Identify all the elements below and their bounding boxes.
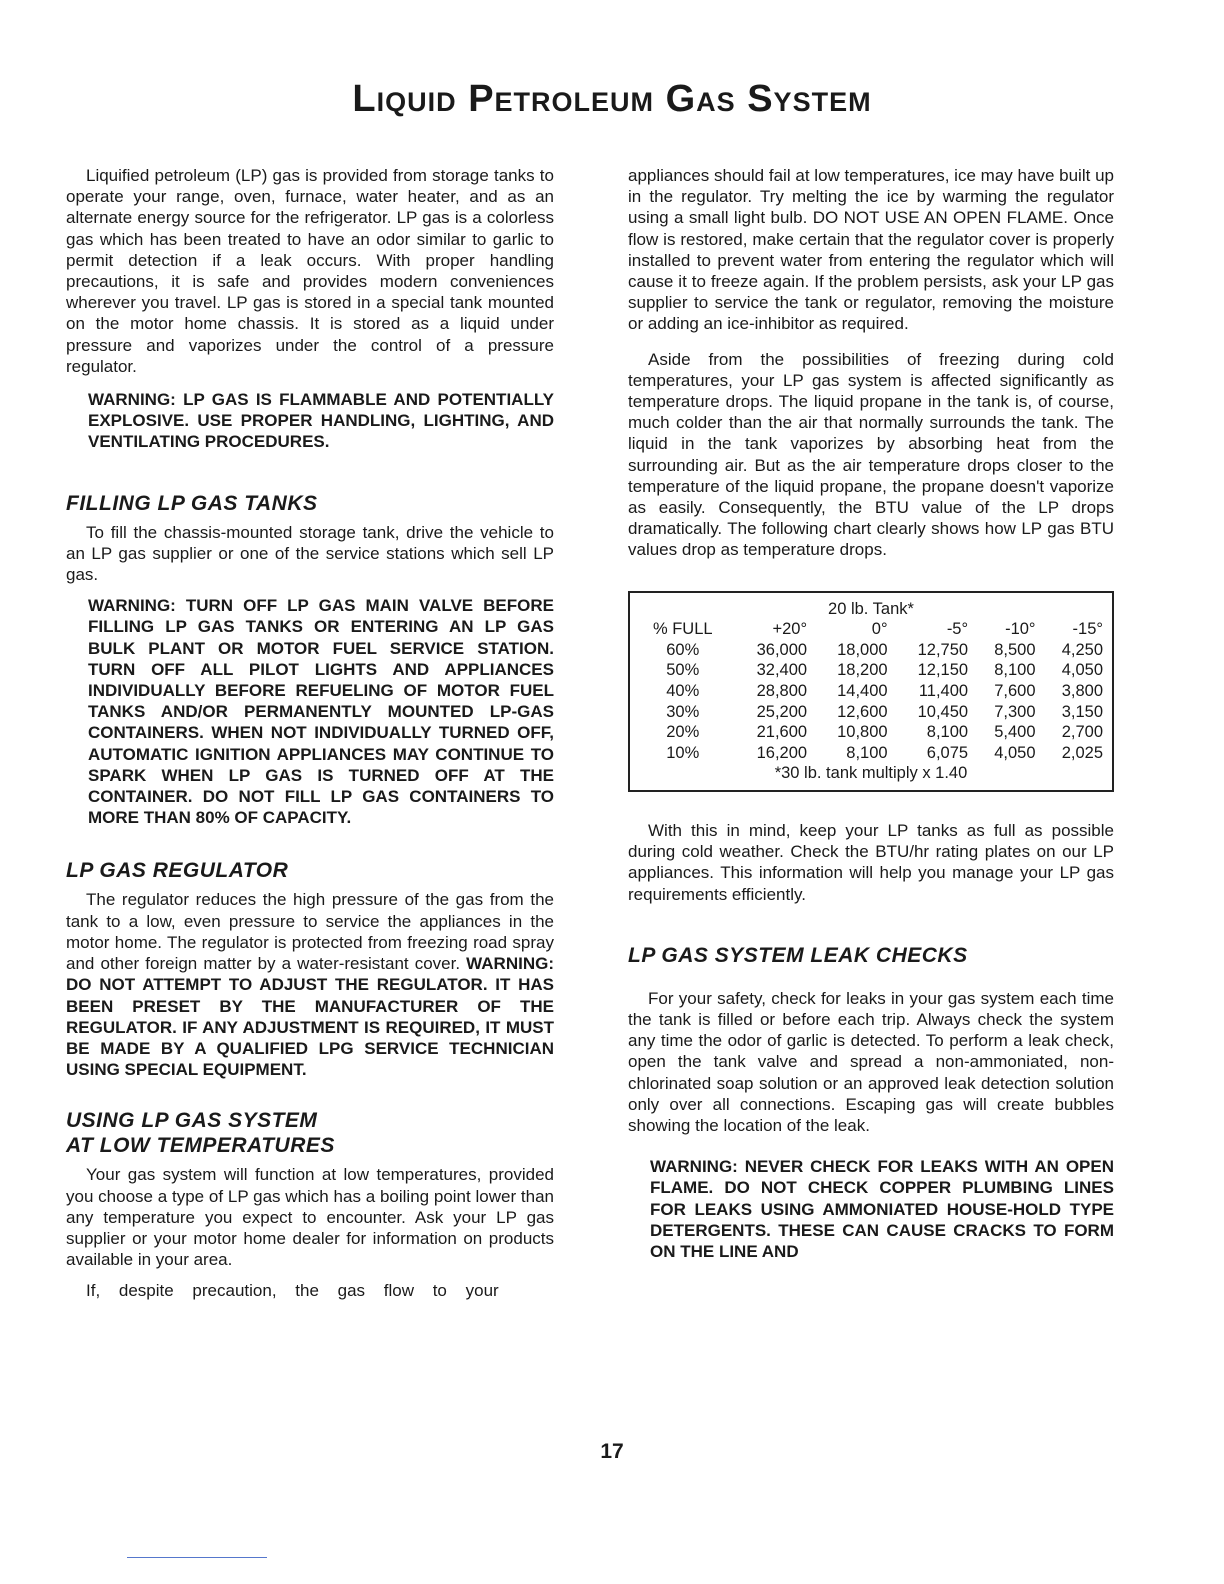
- leak-paragraph: For your safety, check for leaks in your gas system each time the tank is filled or before each trip. Always check the system any time the odor of garlic is detected. To perform a leak check, open the tank valve and spread a non-ammoniated, non-chlorinated soap solution or an approved leak detection solution only over all connections. Escaping gas will create bubbles showing the location of the leak.: [628, 988, 1114, 1136]
- table-header-row: [636, 619, 1106, 640]
- table-cell: 36,000: [756, 640, 808, 659]
- aside-paragraph: Aside from the possibilities of freezing during cold temperatures, your LP gas system is affected significantly as temperature drops. The liquid propane in the tank is, of course, much colder than the air that normally surrounds the tank. The liquid in the tank vaporizes by absorbing heat from the surrounding air. But as the air temperature drops closer to the temperature of the liquid propane, the propane doesn't vaporize as easily. Consequently, the BTU value of the LP drops dramatically. The following chart clearly shows how LP gas BTU values drop as temperature drops.: [628, 349, 1114, 560]
- table-cell: 8,100: [846, 743, 888, 762]
- mind-paragraph: With this in mind, keep your LP tanks as full as possible during cold weather. Check the BTU/hr rating plates on our LP appliances. This information will help you manage your LP gas requirements efficiently.: [628, 821, 1114, 904]
- table-cell: 18,200: [837, 661, 888, 680]
- table-cell: 28,800: [756, 682, 808, 701]
- regulator-warning: WARNING: DO NOT ATTEMPT TO ADJUST THE REGULATOR. IT HAS BEEN PRESET BY THE MANUFACTURER OF THE REGULATOR. IF ANY ADJUSTMENT IS REQUIRED, IT MUST BE MADE BY A QUALIFIED LPG SERVICE TECHNICIAN USING SPECIAL EQUIPMENT.: [66, 954, 554, 1080]
- page-number: 17: [600, 1440, 624, 1463]
- table-cell: 40%: [666, 682, 700, 701]
- table-caption: 20 lb. Tank*: [828, 599, 914, 618]
- despite-paragraph: If, despite precaution, the gas flow to your: [86, 1281, 499, 1301]
- table-cell: 21,600: [756, 723, 808, 742]
- table-cell: 12,600: [837, 702, 888, 721]
- low-temp-heading-line1: USING LP GAS SYSTEM: [66, 1109, 318, 1133]
- table-cell: 7,600: [994, 682, 1036, 701]
- continued-paragraph: appliances should fail at low temperatures, ice may have built up in the regulator. Try melting the ice by warming the regulator using a small light bulb. DO NOT USE AN OPEN FLAME. Once flow is restored, make certain that the regulator cover is properly installed to prevent water from entering the regulator which will cause it to freeze again. If the problem persists, ask your LP gas supplier to service the tank or regulator, removing the moisture or adding an ice-inhibitor as required.: [628, 166, 1114, 334]
- table-row: [636, 722, 1106, 743]
- low-temp-heading-line2: AT LOW TEMPERATURES: [66, 1134, 335, 1158]
- table-row: [636, 743, 1106, 764]
- table-cell: 10%: [666, 743, 700, 762]
- refueling-warning: WARNING: TURN OFF LP GAS MAIN VALVE BEFORE FILLING LP GAS TANKS OR ENTERING AN LP GAS BULK PLANT OR MOTOR FUEL SERVICE STATION. TURN OFF ALL PILOT LIGHTS AND APPLIANCES INDIVIDUALLY BEFORE REFUELING OF MOTOR FUEL TANKS AND/OR PERMANENTLY MOUNTED LP-GAS CONTAINERS. WHEN NOT INDIVIDUALLY TURNED OFF, AUTOMATIC IGNITION APPLIANCES MAY CONTINUE TO SPARK WHEN LP GAS IS TURNED OFF AT THE CONTAINER. DO NOT FILL LP GAS CONTAINERS TO MORE THAN 80% OF CAPACITY.: [88, 596, 554, 828]
- leak-heading: LP GAS SYSTEM LEAK CHECKS: [628, 943, 968, 967]
- table-header: 0°: [871, 620, 888, 639]
- table-header: -5°: [946, 620, 969, 639]
- table-row: [636, 660, 1106, 681]
- table-cell: 4,050: [994, 743, 1036, 762]
- table-cell: 60%: [666, 640, 700, 659]
- left-column: [66, 165, 554, 1302]
- right-column: [628, 165, 1114, 1262]
- table-cell: 18,000: [837, 640, 888, 659]
- table-cell: 16,200: [756, 743, 808, 762]
- table-row: [636, 702, 1106, 723]
- table-cell: 50%: [666, 661, 700, 680]
- table-cell: 4,050: [1061, 661, 1103, 680]
- table-cell: 8,500: [994, 640, 1036, 659]
- table-cell: 30%: [666, 702, 700, 721]
- table-cell: 8,100: [926, 723, 969, 742]
- table-cell: 2,700: [1061, 723, 1103, 742]
- table-cell: 5,400: [994, 723, 1036, 742]
- table-cell: 3,800: [1061, 682, 1103, 701]
- page-title: Liquid Petroleum Gas System: [352, 78, 872, 120]
- table-cell: 25,200: [756, 702, 808, 721]
- table-cell: 8,100: [994, 661, 1036, 680]
- table-cell: 14,400: [837, 682, 888, 701]
- table-cell: 32,400: [756, 661, 808, 680]
- table-cell: 3,150: [1061, 702, 1103, 721]
- table-header: % FULL: [652, 620, 713, 639]
- table-cell: 7,300: [994, 702, 1036, 721]
- regulator-text: The regulator reduces the high pressure of the gas from the tank to a low, even pressure to service the appliances in the motor home. The regulator is protected from freezing road spray and other foreign matter by a water-resistant cover.: [66, 890, 554, 974]
- table-cell: 10,450: [917, 702, 969, 721]
- table-cell: 4,250: [1061, 640, 1103, 659]
- leak-warning: WARNING: NEVER CHECK FOR LEAKS WITH AN OPEN FLAME. DO NOT CHECK COPPER PLUMBING LINES FOR LEAKS USING AMMONIATED HOUSE-HOLD TYPE DETERGENTS. THESE CAN CAUSE CRACKS TO FORM ON THE LINE AND: [650, 1157, 1114, 1262]
- table-cell: 10,800: [837, 723, 888, 742]
- table-cell: 20%: [666, 723, 700, 742]
- table-header: -15°: [1072, 620, 1103, 639]
- flammable-warning: WARNING: LP GAS IS FLAMMABLE AND POTENTIALLY EXPLOSIVE. USE PROPER HANDLING, LIGHTING, AND VENTILATING PROCEDURES.: [88, 390, 554, 452]
- btu-table: [636, 619, 1106, 763]
- filling-paragraph: To fill the chassis-mounted storage tank, drive the vehicle to an LP gas supplier or one of the service stations which sell LP gas.: [66, 522, 554, 585]
- footer-rule: [127, 1557, 267, 1558]
- table-row: [636, 681, 1106, 702]
- table-header: -10°: [1005, 620, 1036, 639]
- regulator-paragraph: [66, 889, 554, 1080]
- regulator-heading: LP GAS REGULATOR: [66, 859, 289, 883]
- table-cell: 6,075: [926, 743, 969, 762]
- table-header: +20°: [772, 620, 808, 639]
- low-temp-paragraph: Your gas system will function at low temperatures, provided you choose a type of LP gas which has a boiling point lower than any temperature you expect to encounter. Ask your LP gas supplier or your motor home dealer for information on products available in your area.: [66, 1165, 554, 1270]
- table-row: [636, 640, 1106, 661]
- filling-heading: FILLING LP GAS TANKS: [66, 491, 318, 515]
- table-footnote: *30 lb. tank multiply x 1.40: [774, 764, 968, 783]
- table-cell: 12,150: [917, 661, 969, 680]
- table-cell: 11,400: [918, 682, 969, 701]
- btu-table-box: [628, 591, 1114, 792]
- table-cell: 12,750: [917, 640, 969, 659]
- intro-paragraph: Liquified petroleum (LP) gas is provided from storage tanks to operate your range, oven, furnace, water heater, and as an alternate energy source for the refrigerator. LP gas is a colorless gas which has been treated to have an odor similar to garlic to permit detection if a leak occurs. With proper handling precautions, it is safe and provides modern conveniences wherever you travel. LP gas is stored in a special tank mounted on the motor home chassis. It is stored as a liquid under pressure and vaporizes under the control of a pressure regulator.: [66, 166, 554, 376]
- table-cell: 2,025: [1061, 743, 1103, 762]
